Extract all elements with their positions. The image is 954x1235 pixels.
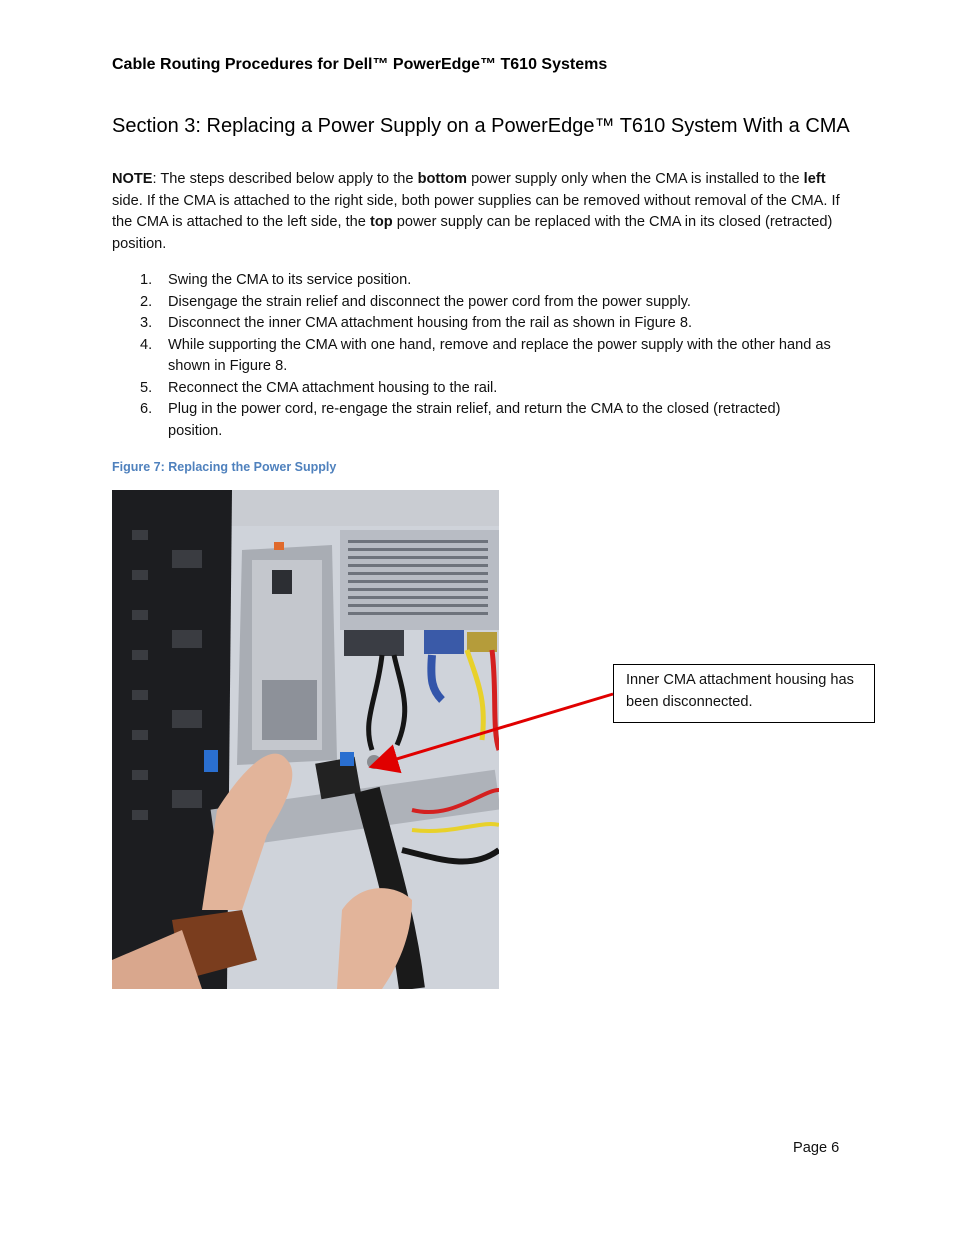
step-item [112, 399, 832, 442]
step-item [112, 378, 832, 400]
running-header: Cable Routing Procedures for Dell™ PowerEdge™ T610 Systems [112, 56, 608, 73]
step-number: 3. [140, 315, 153, 331]
note-text-2: power supply only when the CMA is installed to the [467, 171, 804, 187]
step-item [112, 270, 832, 292]
procedure-steps [112, 270, 832, 442]
power-supply-photo [112, 490, 499, 989]
note-text-3: side. If the CMA is attached to the right side, both power supplies can be removed without removal of the CMA. If the CMA is attached to the left side, the [112, 192, 840, 230]
step-item [112, 335, 832, 378]
step-number: 1. [140, 272, 153, 288]
step-text: Disengage the strain relief and disconnect the power cord from the power supply. [168, 293, 691, 310]
note-text-4: power supply can be replaced with the CMA in its closed (retracted) position. [112, 214, 833, 252]
step-number: 6. [140, 401, 153, 417]
page-number: Page 6 [793, 1140, 840, 1156]
step-text: Reconnect the CMA attachment housing to the rail. [168, 379, 498, 396]
step-number: 4. [140, 336, 153, 353]
photo-illustration [112, 490, 499, 989]
figure-caption: Figure 7: Replacing the Power Supply [112, 460, 337, 474]
note-text-1: : The steps described below apply to the [152, 171, 418, 187]
note-bold-left: left [803, 171, 826, 187]
step-text: While supporting the CMA with one hand, remove and replace the power supply with the other hand as shown in Figure 8. [168, 336, 831, 374]
step-text: Disconnect the inner CMA attachment housing from the rail as shown in Figure 8. [168, 315, 693, 331]
step-item [112, 313, 832, 335]
callout-box: Inner CMA attachment housing has been disconnected. [613, 664, 875, 723]
step-text: Plug in the power cord, re-engage the strain relief, and return the CMA to the closed (retracted) position. [168, 401, 781, 439]
note-paragraph [112, 169, 848, 255]
note-bold-top: top [369, 214, 393, 230]
note-bold-bottom: bottom [417, 171, 468, 187]
section-title: Section 3: Replacing a Power Supply on a PowerEdge™ T610 System With a CMA [112, 115, 850, 137]
note-label: NOTE [112, 171, 153, 187]
step-text: Swing the CMA to its service position. [168, 272, 412, 288]
step-item [112, 292, 832, 314]
step-number: 5. [140, 379, 153, 396]
step-number: 2. [140, 293, 153, 310]
